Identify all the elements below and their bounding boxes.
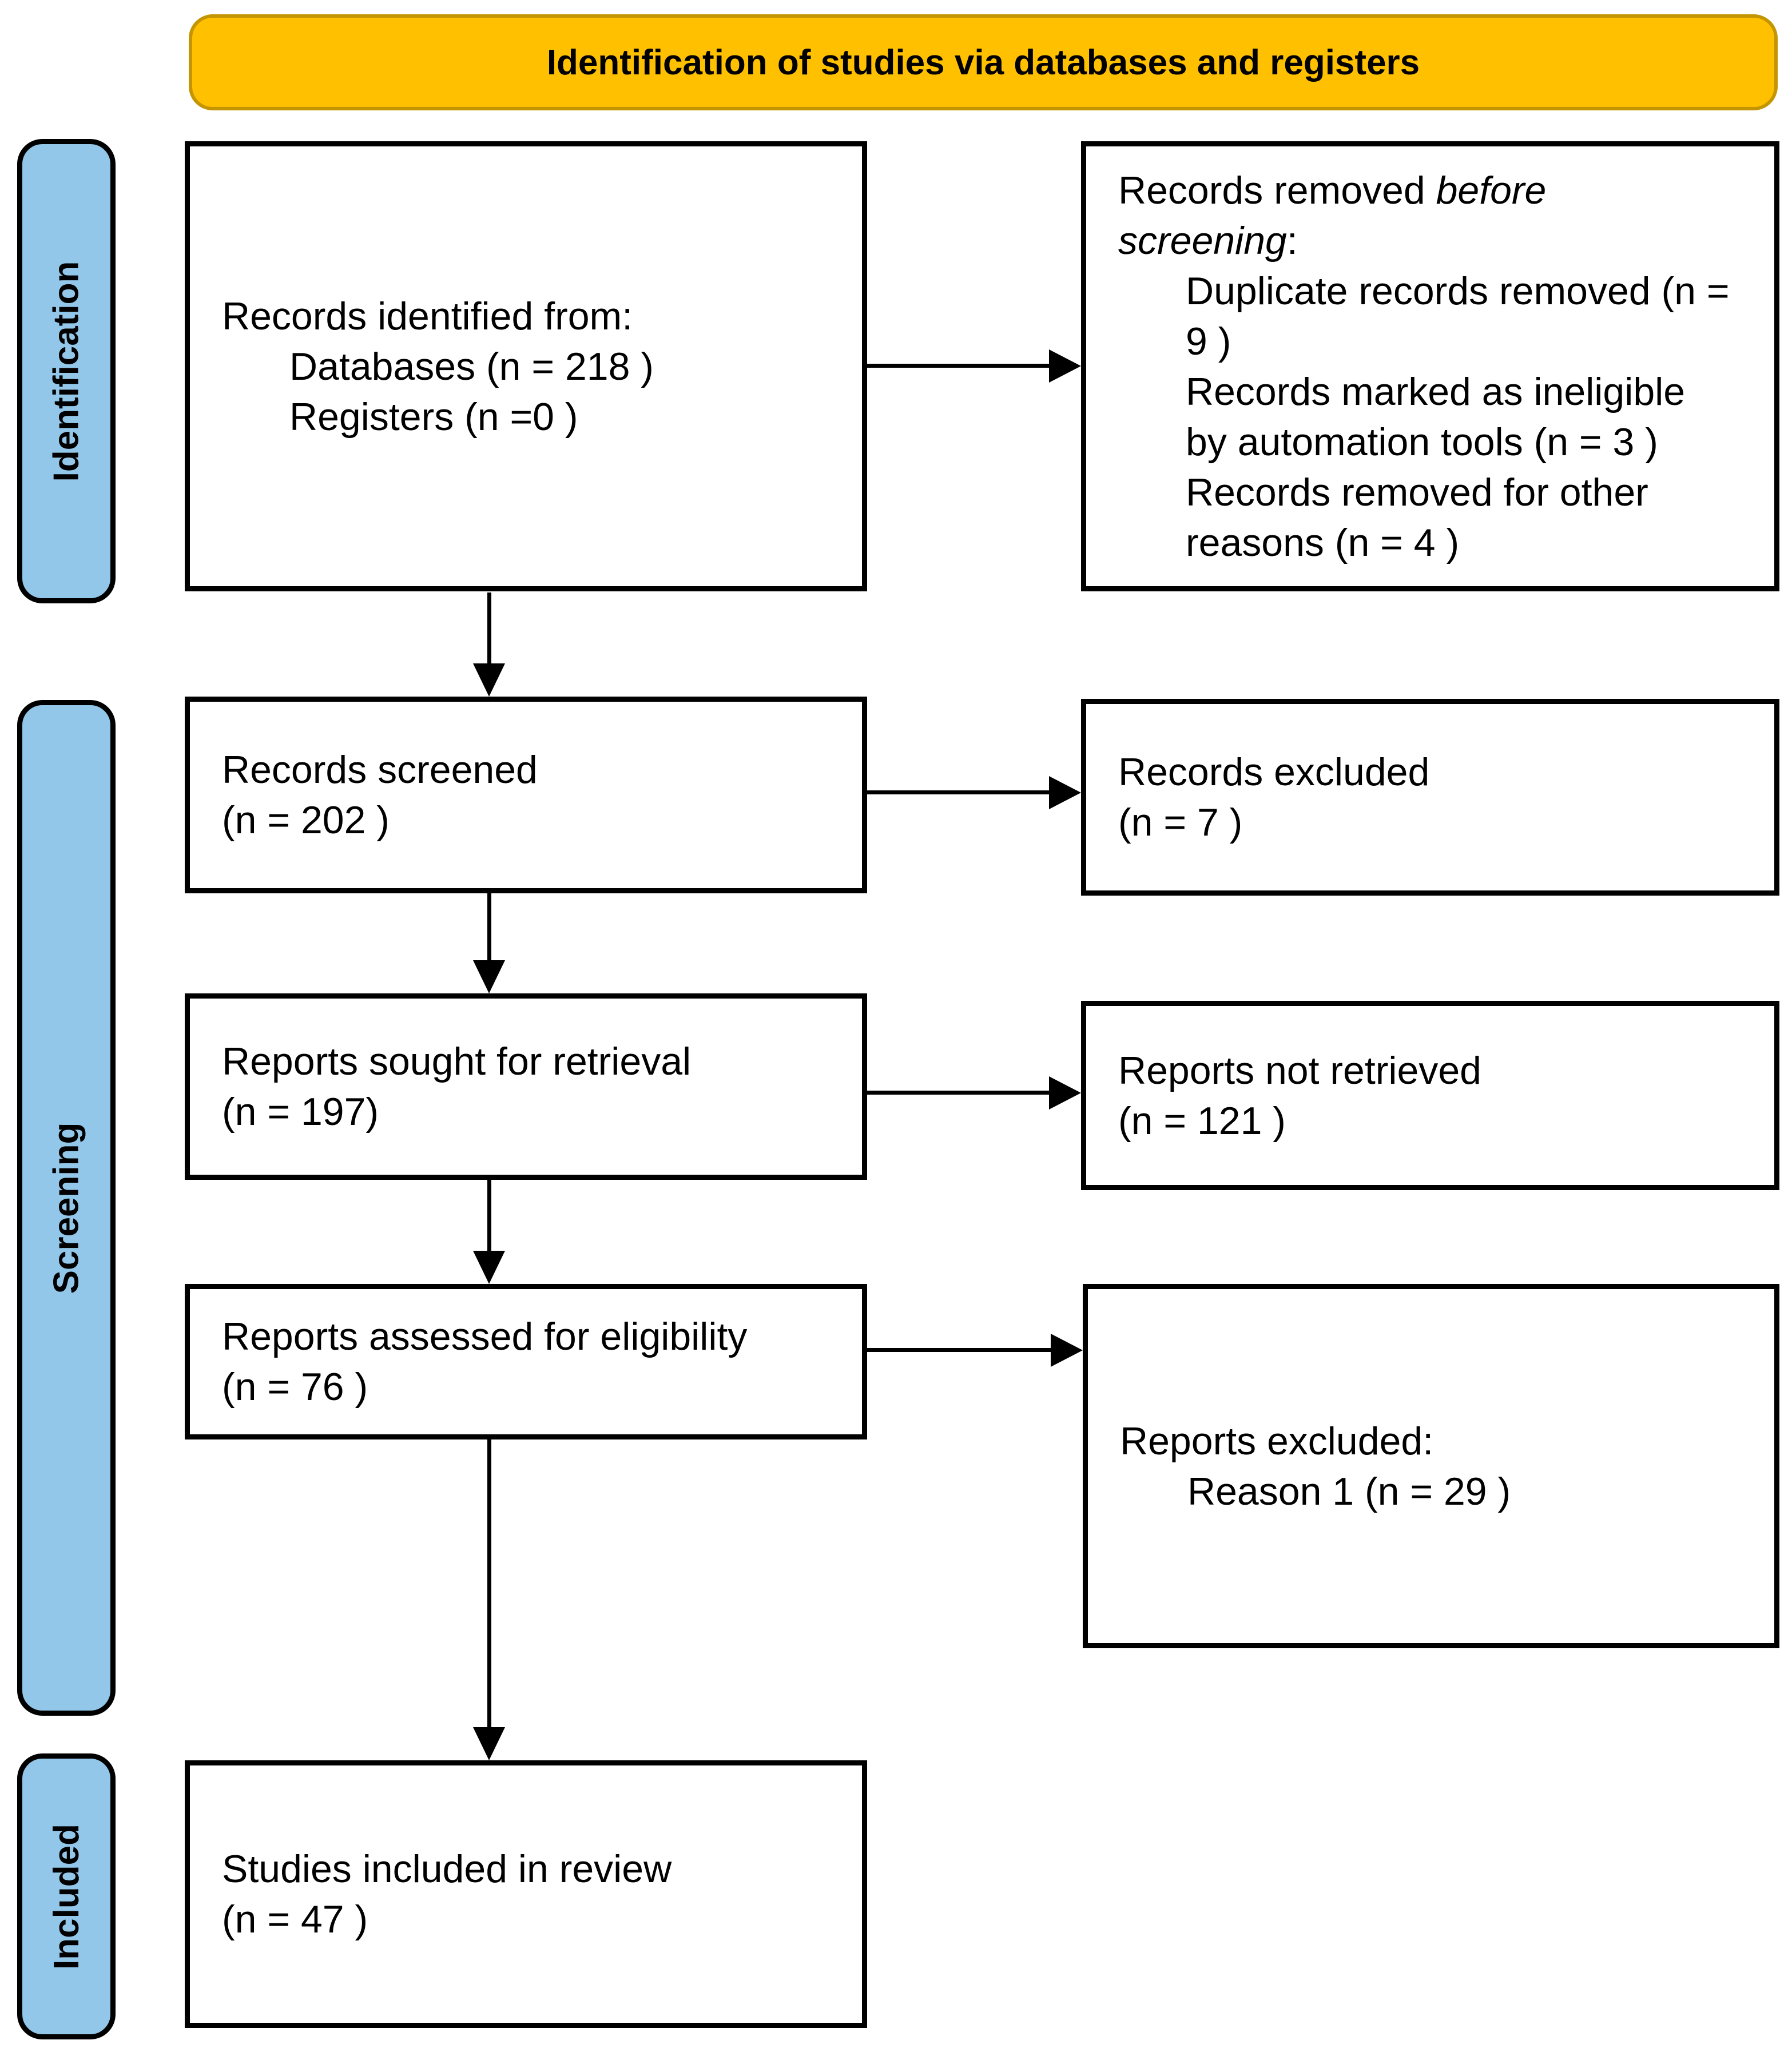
reports-sought-count: (n = 197) xyxy=(222,1090,379,1134)
records-removed-automation: Records marked as ineligible by automation tools (n = 3 ) xyxy=(1186,369,1686,464)
banner-title: Identification of studies via databases and registers xyxy=(546,42,1420,82)
reports-sought-label: Reports sought for retrieval xyxy=(222,1040,692,1083)
stage-included-label: Included xyxy=(46,1823,86,1970)
reports-excluded-title: Reports excluded: xyxy=(1120,1419,1434,1463)
stage-identification xyxy=(17,139,116,603)
arrow-sought-to-not-retrieved-head-icon xyxy=(1049,1076,1081,1109)
box-reports-sought xyxy=(185,993,867,1180)
box-records-excluded xyxy=(1081,699,1779,896)
arrow-assessed-to-reports-excluded-head-icon xyxy=(1051,1334,1083,1367)
box-reports-excluded xyxy=(1083,1284,1779,1648)
arrow-sought-to-not-retrieved xyxy=(867,1091,1051,1095)
arrow-assessed-to-reports-excluded xyxy=(867,1348,1053,1352)
box-reports-assessed xyxy=(185,1284,867,1439)
arrow-screened-to-excluded-head-icon xyxy=(1049,776,1081,809)
stage-identification-label: Identification xyxy=(46,261,86,482)
arrow-screened-to-excluded xyxy=(867,790,1051,794)
records-removed-title-italic: before screening xyxy=(1118,168,1547,263)
studies-included-label: Studies included in review xyxy=(222,1847,672,1891)
reports-excluded-reason1: Reason 1 (n = 29 ) xyxy=(1187,1469,1511,1513)
records-excluded-count: (n = 7 ) xyxy=(1118,801,1243,844)
arrow-screened-to-sought xyxy=(487,893,491,961)
box-records-identified xyxy=(185,141,867,591)
records-identified-databases: Databases (n = 218 ) xyxy=(289,344,654,388)
records-identified-title: Records identified from: xyxy=(222,294,633,338)
reports-assessed-count: (n = 76 ) xyxy=(222,1365,368,1409)
records-removed-title-colon: : xyxy=(1286,218,1298,263)
records-removed-duplicates: Duplicate records removed (n = 9 ) xyxy=(1186,269,1730,363)
reports-not-retrieved-label: Reports not retrieved xyxy=(1118,1048,1481,1092)
arrow-identified-to-removed xyxy=(867,364,1051,368)
reports-not-retrieved-count: (n = 121 ) xyxy=(1118,1099,1286,1143)
stage-screening-label: Screening xyxy=(46,1122,86,1294)
records-removed-other: Records removed for other reasons (n = 4 ) xyxy=(1186,470,1648,564)
stage-screening xyxy=(17,700,116,1716)
arrow-screened-to-sought-head-icon xyxy=(473,960,505,993)
arrow-identified-to-screened xyxy=(487,592,491,665)
records-identified-registers: Registers (n =0 ) xyxy=(289,395,578,439)
box-records-removed xyxy=(1081,141,1779,591)
records-screened-count: (n = 202 ) xyxy=(222,798,390,842)
arrow-identified-to-removed-head-icon xyxy=(1049,349,1081,383)
banner xyxy=(189,14,1778,110)
arrow-sought-to-assessed-head-icon xyxy=(473,1251,505,1284)
stage-included xyxy=(17,1753,116,2039)
arrow-assessed-to-included-head-icon xyxy=(473,1727,505,1760)
records-removed-title-plain: Records removed xyxy=(1118,168,1436,212)
reports-assessed-label: Reports assessed for eligibility xyxy=(222,1315,748,1358)
box-reports-not-retrieved xyxy=(1081,1001,1779,1190)
arrow-assessed-to-included xyxy=(487,1439,491,1728)
arrow-sought-to-assessed xyxy=(487,1180,491,1252)
box-records-screened xyxy=(185,697,867,893)
studies-included-count: (n = 47 ) xyxy=(222,1898,368,1941)
records-excluded-label: Records excluded xyxy=(1118,750,1430,794)
arrow-identified-to-screened-head-icon xyxy=(473,663,505,697)
records-screened-label: Records screened xyxy=(222,748,538,792)
box-studies-included xyxy=(185,1760,867,2028)
records-removed-title xyxy=(1118,165,1633,266)
